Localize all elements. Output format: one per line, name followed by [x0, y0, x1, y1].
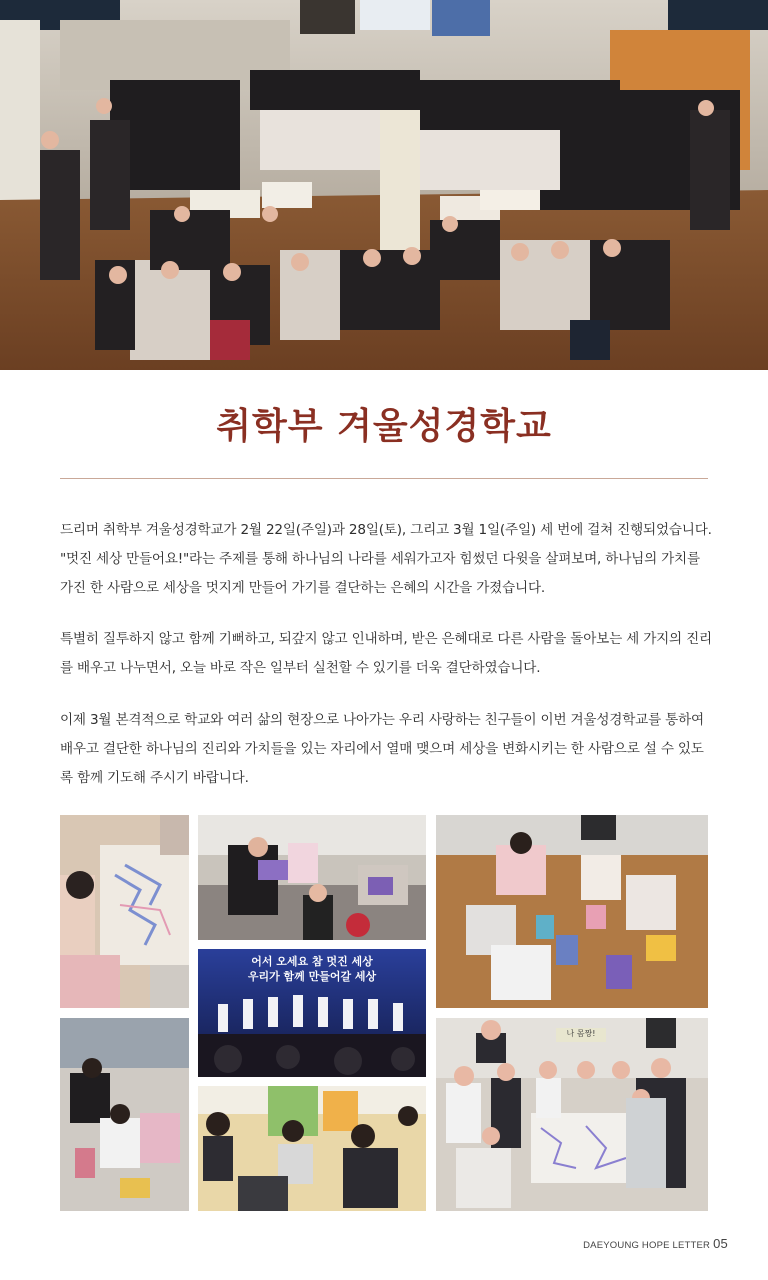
hero-group-photo [0, 0, 768, 370]
paragraph-3: 이제 3월 본격적으로 학교와 여러 삶의 현장으로 나아가는 우리 사랑하는 친구들이 이번 겨울성경학교를 통하여 배우고 결단한 하나님의 진리와 가치들을 있는 자리에서 열매 맺으며 세상을 변화시키는 한 사람으로 설 수 있도록 함께 기도해 주시기 바랍니다. [60, 712, 704, 786]
paragraph-1: 드리머 취학부 겨울성경학교가 2월 22일(주일)과 28일(토), 그리고 3월 1일(주일) 세 번에 걸쳐 진행되었습니다. "멋진 세상 만들어요!"라는 주제를 통해 하나님의 나라를 세워가고자 힘썼던 다윗을 살펴보며, 하나님의 가치를 가진 한 사람으로 세상을 멋지게 만들어 가기를 결단하는 은혜의 시간을 가졌습니다. [60, 522, 712, 596]
page-number: 05 [713, 1236, 728, 1251]
photo-craft-activity [436, 815, 708, 1008]
banner-text: 나 몸짱! [566, 1029, 596, 1038]
page-footer [583, 1236, 728, 1251]
photo-stage-performance [198, 949, 426, 1077]
article-title: 취학부 겨울성경학교 [216, 406, 552, 447]
paragraph-2: 특별히 질투하지 않고 함께 기뻐하고, 되갚지 않고 인내하며, 받은 은혜대로 다른 사람을 돌아보는 세 가지의 진리를 배우고 나누면서, 오늘 바로 작은 일부터 실천할 수 있기를 더욱 결단하였습니다. [60, 631, 712, 676]
photo-drawing-activity [60, 815, 189, 1008]
title-divider [60, 478, 708, 479]
publication-name: DAEYOUNG HOPE LETTER [583, 1240, 711, 1251]
photo-classroom [198, 1086, 426, 1211]
stage-caption-line-2: 우리가 함께 만들어갈 세상 [247, 970, 377, 983]
photo-kids-coloring [60, 1018, 189, 1211]
stage-caption-line-1: 어서 오세요 참 멋진 세상 [251, 955, 373, 968]
photo-group-with-artwork [436, 1018, 708, 1211]
photo-kids-with-books [198, 815, 426, 940]
